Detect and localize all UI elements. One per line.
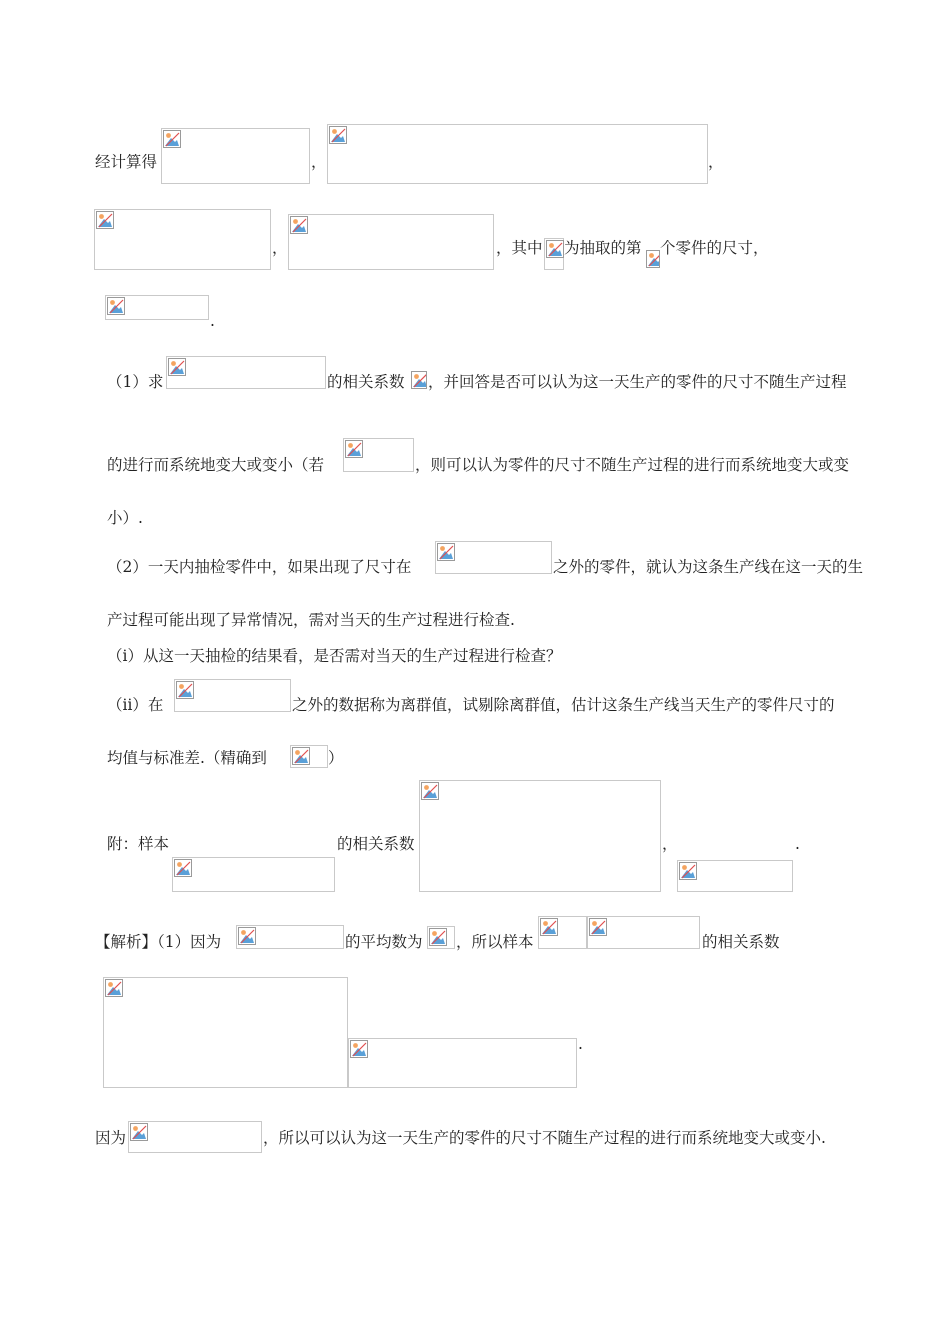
formula-image xyxy=(166,356,326,389)
text-comma: ， xyxy=(708,153,724,171)
question-1-line3: 小）. xyxy=(107,509,143,527)
broken-image-icon xyxy=(679,862,697,880)
question-2-cont: 之外的零件，就认为这条生产线在这一天的生 xyxy=(553,558,864,576)
formula-image xyxy=(105,295,209,320)
text-part-size: 个零件的尺寸， xyxy=(660,239,769,257)
question-1-line2-cont: ，则可以认为零件的尺寸不随生产过程的进行而系统地变大或变 xyxy=(415,456,850,474)
broken-image-icon xyxy=(540,918,558,936)
formula-image xyxy=(419,780,661,892)
text-is-the: 为抽取的第 xyxy=(564,239,642,257)
text-close-paren: ） xyxy=(328,749,344,767)
formula-image xyxy=(544,238,564,270)
broken-image-icon xyxy=(329,126,347,144)
question-2-ii-cont: 之外的数据称为离群值，试剔除离群值，估计这条生产线当天生产的零件尺寸的 xyxy=(292,696,835,714)
formula-image xyxy=(538,916,587,949)
broken-image-icon xyxy=(437,543,455,561)
broken-image-icon xyxy=(411,371,427,389)
text-period: . xyxy=(210,312,215,330)
question-2-ii-start: （ⅱ）在 xyxy=(107,696,164,714)
broken-image-icon xyxy=(429,928,447,946)
text-comma: ， xyxy=(662,835,678,853)
formula-image xyxy=(348,1038,577,1088)
broken-image-icon xyxy=(238,927,256,945)
formula-image xyxy=(435,541,552,574)
broken-image-icon xyxy=(345,440,363,458)
broken-image-icon xyxy=(546,240,564,258)
broken-image-icon xyxy=(96,211,114,229)
formula-image xyxy=(128,1121,262,1153)
formula-image xyxy=(174,679,291,712)
broken-image-icon xyxy=(163,130,181,148)
formula-image xyxy=(677,860,793,892)
question-2-i: （ⅰ）从这一天抽检的结果看，是否需对当天的生产过程进行检查？ xyxy=(107,647,562,665)
formula-image xyxy=(327,124,708,184)
text-period: . xyxy=(795,835,800,853)
formula-image xyxy=(103,977,348,1088)
broken-image-icon xyxy=(290,216,308,234)
appendix-label: 附：样本 xyxy=(107,835,170,853)
text-correlation: 的相关系数 xyxy=(337,835,415,853)
text-so-sample: ，所以样本 xyxy=(456,933,534,951)
solution-label: 【解析】（1）因为 xyxy=(95,933,222,951)
text-where: ，其中 xyxy=(496,239,543,257)
formula-image xyxy=(288,214,494,270)
text-comma: ， xyxy=(311,153,327,171)
question-1-start: （1）求 xyxy=(107,373,164,391)
formula-image xyxy=(236,925,344,949)
question-2-line2: 产过程可能出现了异常情况，需对当天的生产过程进行检查. xyxy=(107,611,515,629)
question-2-ii-line2: 均值与标准差.（精确到 xyxy=(107,749,267,767)
broken-image-icon xyxy=(176,681,194,699)
formula-image xyxy=(587,916,700,949)
broken-image-icon xyxy=(130,1123,148,1141)
text-comma: ， xyxy=(272,239,288,257)
solution-because: 因为 xyxy=(95,1129,127,1147)
formula-image xyxy=(427,926,455,949)
broken-image-icon xyxy=(350,1040,368,1058)
question-1-cont: ，并回答是否可以认为这一天生产的零件的尺寸不随生产过程 xyxy=(428,373,847,391)
formula-image xyxy=(161,128,310,184)
text-correlation: 的相关系数 xyxy=(327,373,405,391)
solution-conclusion: ，所以可以认为这一天生产的零件的尺寸不随生产过程的进行而系统地变大或变小. xyxy=(263,1129,826,1147)
question-1-line2: 的进行而系统地变大或变小（若 xyxy=(107,456,325,474)
text-correlation: 的相关系数 xyxy=(702,933,780,951)
broken-image-icon xyxy=(292,747,310,765)
text-calc-intro: 经计算得 xyxy=(95,153,158,171)
formula-image xyxy=(94,209,271,270)
formula-image xyxy=(411,371,428,389)
broken-image-icon xyxy=(646,250,660,268)
broken-image-icon xyxy=(421,782,439,800)
formula-image xyxy=(343,438,414,472)
question-2-start: （2）一天内抽检零件中，如果出现了尺寸在 xyxy=(107,558,412,576)
formula-image xyxy=(290,745,328,768)
formula-image xyxy=(172,857,335,892)
text-mean: 的平均数为 xyxy=(345,933,423,951)
broken-image-icon xyxy=(174,859,192,877)
text-period: . xyxy=(578,1035,583,1053)
formula-image xyxy=(646,250,660,270)
broken-image-icon xyxy=(589,918,607,936)
broken-image-icon xyxy=(107,297,125,315)
broken-image-icon xyxy=(105,979,123,997)
broken-image-icon xyxy=(168,358,186,376)
